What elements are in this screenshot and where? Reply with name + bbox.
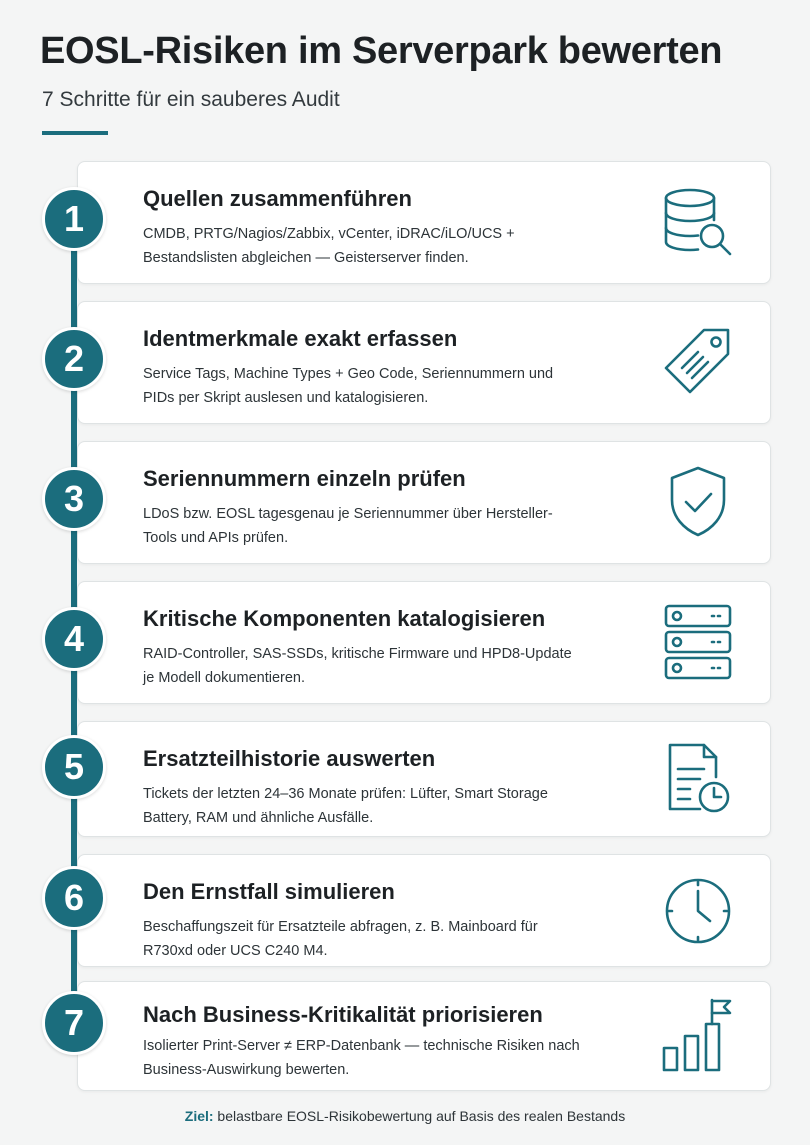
footer-label: Ziel: [184, 1108, 214, 1124]
accent-underline [42, 131, 108, 135]
step-number-3: 3 [42, 467, 106, 531]
page-subtitle: 7 Schritte für ein sauberes Audit [42, 88, 340, 111]
step-description: Tickets der letzten 24–36 Monate prüfen: Lüfter, Smart Storage Battery, RAM und ähnliche Ausfälle. [143, 786, 548, 826]
step-description: Isolierter Print-Server ≠ ERP-Datenbank — technische Risiken nach Business-Auswirkung bewerten. [143, 1038, 580, 1078]
step-description: Beschaffungszeit für Ersatzteile abfragen, z. B. Mainboard für R730xd oder UCS C240 M4. [143, 919, 538, 959]
step-card-1 [77, 161, 771, 284]
step-card-5 [77, 721, 771, 837]
document-clock-icon [660, 741, 736, 817]
step-title: Quellen zusammenführen [143, 186, 412, 211]
step-card-2 [77, 301, 771, 424]
footer-goal [0, 1108, 810, 1124]
step-title: Nach Business-Kritikalität priorisieren [143, 1002, 543, 1027]
step-number-5: 5 [42, 735, 106, 799]
step-title: Seriennummern einzeln prüfen [143, 466, 466, 491]
page-title: EOSL-Risiken im Serverpark bewerten [40, 30, 723, 72]
step-description: LDoS bzw. EOSL tagesgenau je Seriennummer über Hersteller-Tools und APIs prüfen. [143, 506, 553, 546]
step-card-7 [77, 981, 771, 1091]
step-title: Identmerkmale exakt erfassen [143, 326, 458, 351]
step-number-6: 6 [42, 866, 106, 930]
step-description: Service Tags, Machine Types + Geo Code, Seriennummern und PIDs per Skript auslesen und katalogisieren. [143, 366, 554, 406]
step-number-1: 1 [42, 187, 106, 251]
step-number-7: 7 [42, 991, 106, 1055]
step-title: Kritische Komponenten katalogisieren [143, 606, 546, 631]
step-description: RAID-Controller, SAS-SSDs, kritische Firmware und HPD8-Update je Modell dokumentieren. [143, 646, 572, 686]
footer-text: belastbare EOSL-Risikobewertung auf Basis des realen Bestands [213, 1108, 626, 1124]
server-rack-icon [660, 604, 736, 680]
step-card-4 [77, 581, 771, 704]
database-search-icon [660, 184, 736, 260]
step-title: Ersatzteilhistorie auswerten [143, 746, 436, 771]
shield-check-icon [660, 464, 736, 540]
step-card-6 [77, 854, 771, 967]
step-number-2: 2 [42, 327, 106, 391]
clock-icon [660, 873, 736, 949]
step-number-4: 4 [42, 607, 106, 671]
tag-icon [660, 324, 736, 400]
step-card-3 [77, 441, 771, 564]
step-description: CMDB, PRTG/Nagios/Zabbix, vCenter, iDRAC/iLO/UCS + Bestandslisten abgleichen — Geisterserver finden. [143, 226, 515, 266]
bar-chart-flag-icon [660, 998, 736, 1074]
step-title: Den Ernstfall simulieren [143, 879, 395, 904]
